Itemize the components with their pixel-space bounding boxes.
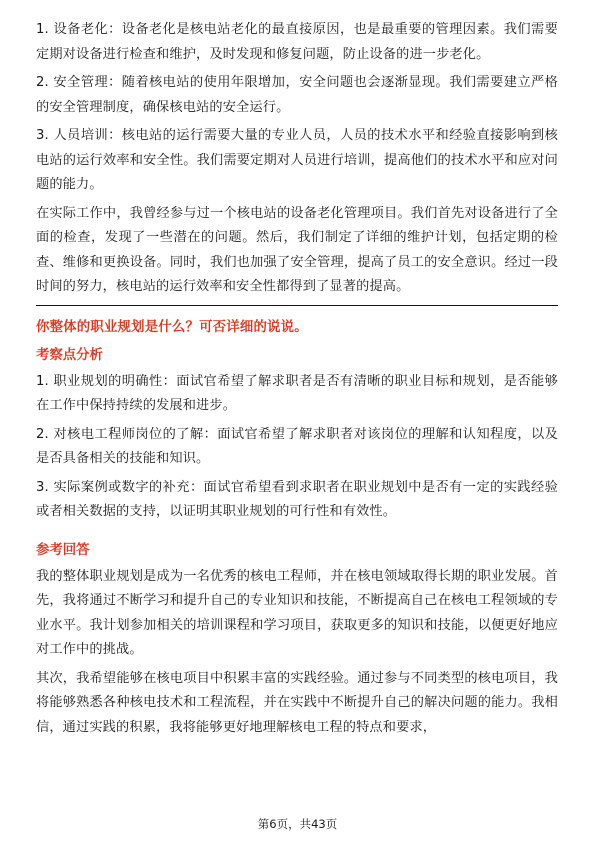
section-divider [36,305,558,306]
point-equipment-aging: 1. 设备老化：设备老化是核电站老化的最直接原因，也是最重要的管理因素。我们需要定期对设备进行检查和维护，及时发现和修复问题，防止设备的进一步老化。 [36,22,558,62]
answer-heading: 参考回答 [36,542,90,558]
spacer [36,529,558,539]
page-content [36,18,558,744]
answer-paragraph: 其次，我希望能够在核电项目中积累丰富的实践经验。通过参与不同类型的核电项目，我将能够熟悉各种核电技术和工程流程，并在实践中不断提升自己的解决问题的能力。我相信，通过实践的积累，我将能够更好地理解核电工程的特点和要求， [36,670,558,735]
page-number: 第6页，共43页 [257,817,338,831]
point-staff-training: 3. 人员培训：核电站的运行需要大量的专业人员，人员的技术水平和经验直接影响到核电站的运行效率和安全性。我们需要定期对人员进行培训，提高他们的技术水平和应对问题的能力。 [36,128,558,192]
analysis-item: 2. 对核电工程师岗位的了解：面试官希望了解求职者对该岗位的理解和认知程度，以及是否具备相关的技能和知识。 [36,426,558,466]
interview-question: 你整体的职业规划是什么？可否详细的说说。 [36,319,308,335]
answer-paragraph: 我的整体职业规划是成为一名优秀的核电工程师，并在核电领域取得长期的职业发展。首先，我将通过不断学习和提升自己的专业知识和技能，不断提高自己在核电工程领域的专业水平。我计划参加相关的培训课程和学习项目，获取更多的知识和技能，以便更好地应对工作中的挑战。 [36,568,558,657]
practical-experience-paragraph: 在实际工作中，我曾经参与过一个核电站的设备老化管理项目。我们首先对设备进行了全面的检查，发现了一些潜在的问题。然后，我们制定了详细的维护计划，包括定期的检查、维修和更换设备。同时，我们也加强了安全管理，提高了员工的安全意识。经过一段时间的努力，核电站的运行效率和安全性都得到了显著的提高。 [36,205,558,294]
analysis-heading: 考察点分析 [36,347,103,363]
analysis-item: 3. 实际案例或数字的补充：面试官希望看到求职者在职业规划中是否有一定的实践经验或者相关数据的支持，以证明其职业规划的可行性和有效性。 [36,479,558,519]
analysis-item: 1. 职业规划的明确性：面试官希望了解求职者是否有清晰的职业目标和规划，是否能够在工作中保持持续的发展和进步。 [36,373,558,413]
point-safety-management: 2. 安全管理：随着核电站的使用年限增加，安全问题也会逐渐显现。我们需要建立严格的安全管理制度，确保核电站的安全运行。 [36,75,558,115]
